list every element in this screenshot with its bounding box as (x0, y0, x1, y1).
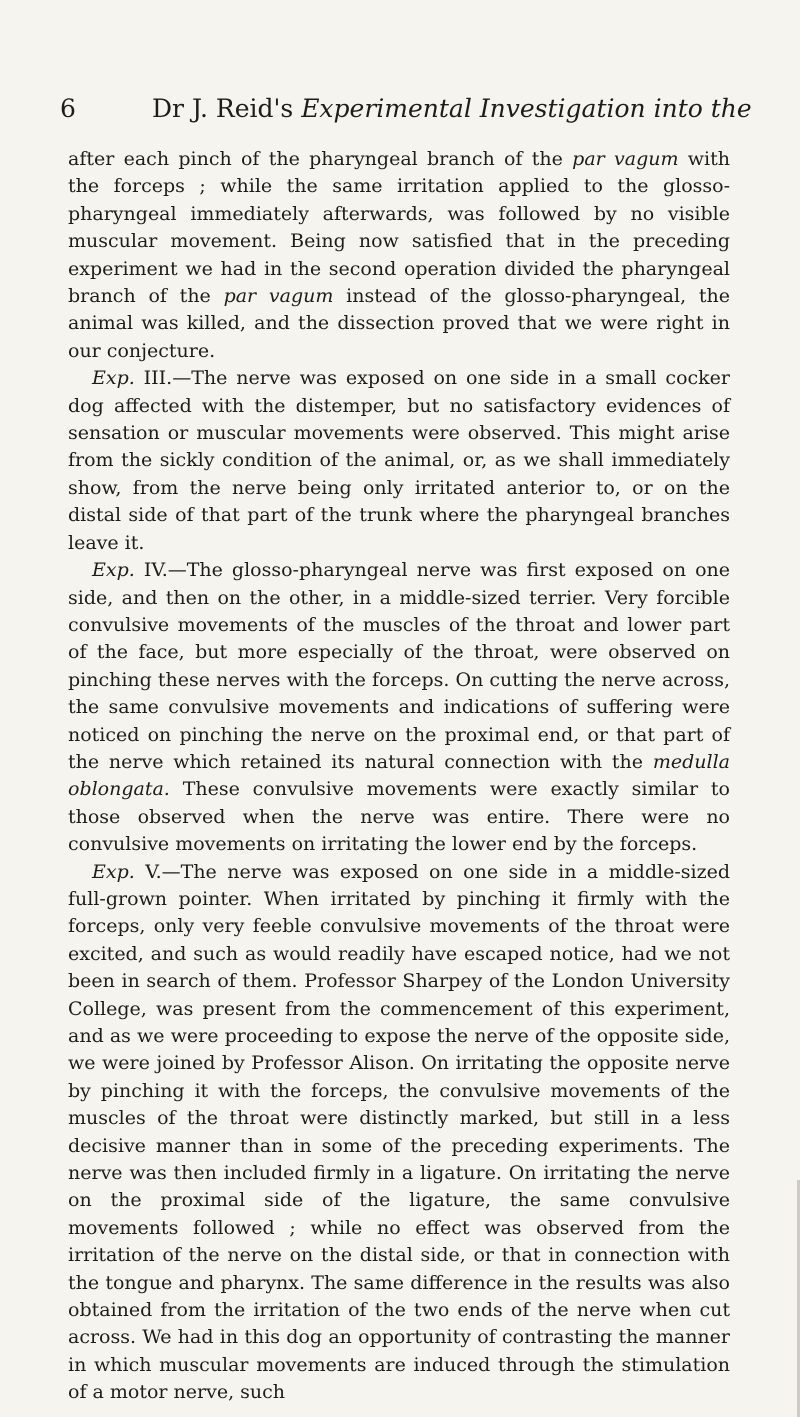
italic-text: medulla oblongata. (68, 750, 730, 801)
running-head (60, 92, 760, 126)
text-run: III.—The nerve was exposed on one side in a small cocker dog affected with the distemper, but no satisfactory evidences of sensation or muscular movements were observed. This might arise from the sickly condition of the animal, or, as we shall immediately show, from the nerve being only irritated anterior to, or on the distal side of that part of the trunk where the pharyngeal branches leave it. (68, 367, 730, 554)
paragraph (68, 365, 730, 557)
italic-text: par vagum (223, 285, 334, 308)
running-title-italic: Experimental Investigation into the (301, 94, 752, 123)
paragraph (68, 557, 730, 858)
paragraph (68, 146, 730, 365)
body-text (68, 146, 730, 1407)
page-number: 6 (60, 94, 76, 123)
text-run: These convulsive movements were exactly similar to those observed when the nerve was entire. There were no convulsive movements on irritating the lower end by the forceps. (68, 778, 730, 856)
italic-text: par vagum (572, 148, 679, 170)
italic-text: Exp. (92, 559, 135, 582)
text-run: IV.—The glosso-pharyngeal nerve was first exposed on one side, and then on the other, in a middle-sized terrier. Very forcible convulsive movements of the muscles of the throat and lower part of the face, but more especially of the throat, were observed on pinching these nerves with the forceps. On cutting the nerve across, the same convulsive movements and indications of suffering were noticed on pinching the nerve on the proximal end, or that part of the nerve which retained its natural connection with the (68, 559, 730, 773)
paragraph (68, 859, 730, 1407)
text-run: V.—The nerve was exposed on one side in a middle-sized full-grown pointer. When irritated by pinching it firmly with the forceps, only very feeble convulsive movements of the throat were excited, and such as would readily have escaped notice, had we not been in search of them. Professor Sharpey of the London University College, was present from the commencement of this experiment, and as we were proceeding to expose the nerve of the opposite side, we were joined by Professor Alison. On irritating the opposite nerve by pinching it with the forceps, the convulsive movements of the muscles of the throat were distinctly marked, but still in a less decisive manner than in some of the preceding experiments. The nerve was then included firmly in a ligature. On irritating the nerve on the proximal side of the ligature, the same convulsive movements followed ; while no effect was observed from the irritation of the nerve on the distal side, or that in connection with the tongue and pharynx. The same difference in the results was also obtained from the irritation of the two ends of the nerve when cut across. We had in this dog an opportunity of contrasting the manner in which muscular movements are induced through the stimulation of a motor nerve, such (68, 860, 730, 1404)
italic-text: Exp. (92, 860, 135, 883)
text-run: with the forceps ; while the same irritation applied to the glosso-pharyngeal immediately afterwards, was followed by no visible muscular movement. Being now satisfied that in the preceding experiment we had in the second operation divided the pharyngeal branch of the (68, 148, 730, 308)
running-title (152, 92, 752, 126)
text-run: after each pinch of the pharyngeal branch of the (68, 148, 573, 170)
running-title-author: Dr J. Reid's (152, 94, 302, 123)
text-run: instead of the glosso-pharyngeal, the animal was killed, and the dissection proved that we were right in our conjecture. (68, 285, 730, 362)
italic-text: Exp. (92, 367, 135, 390)
